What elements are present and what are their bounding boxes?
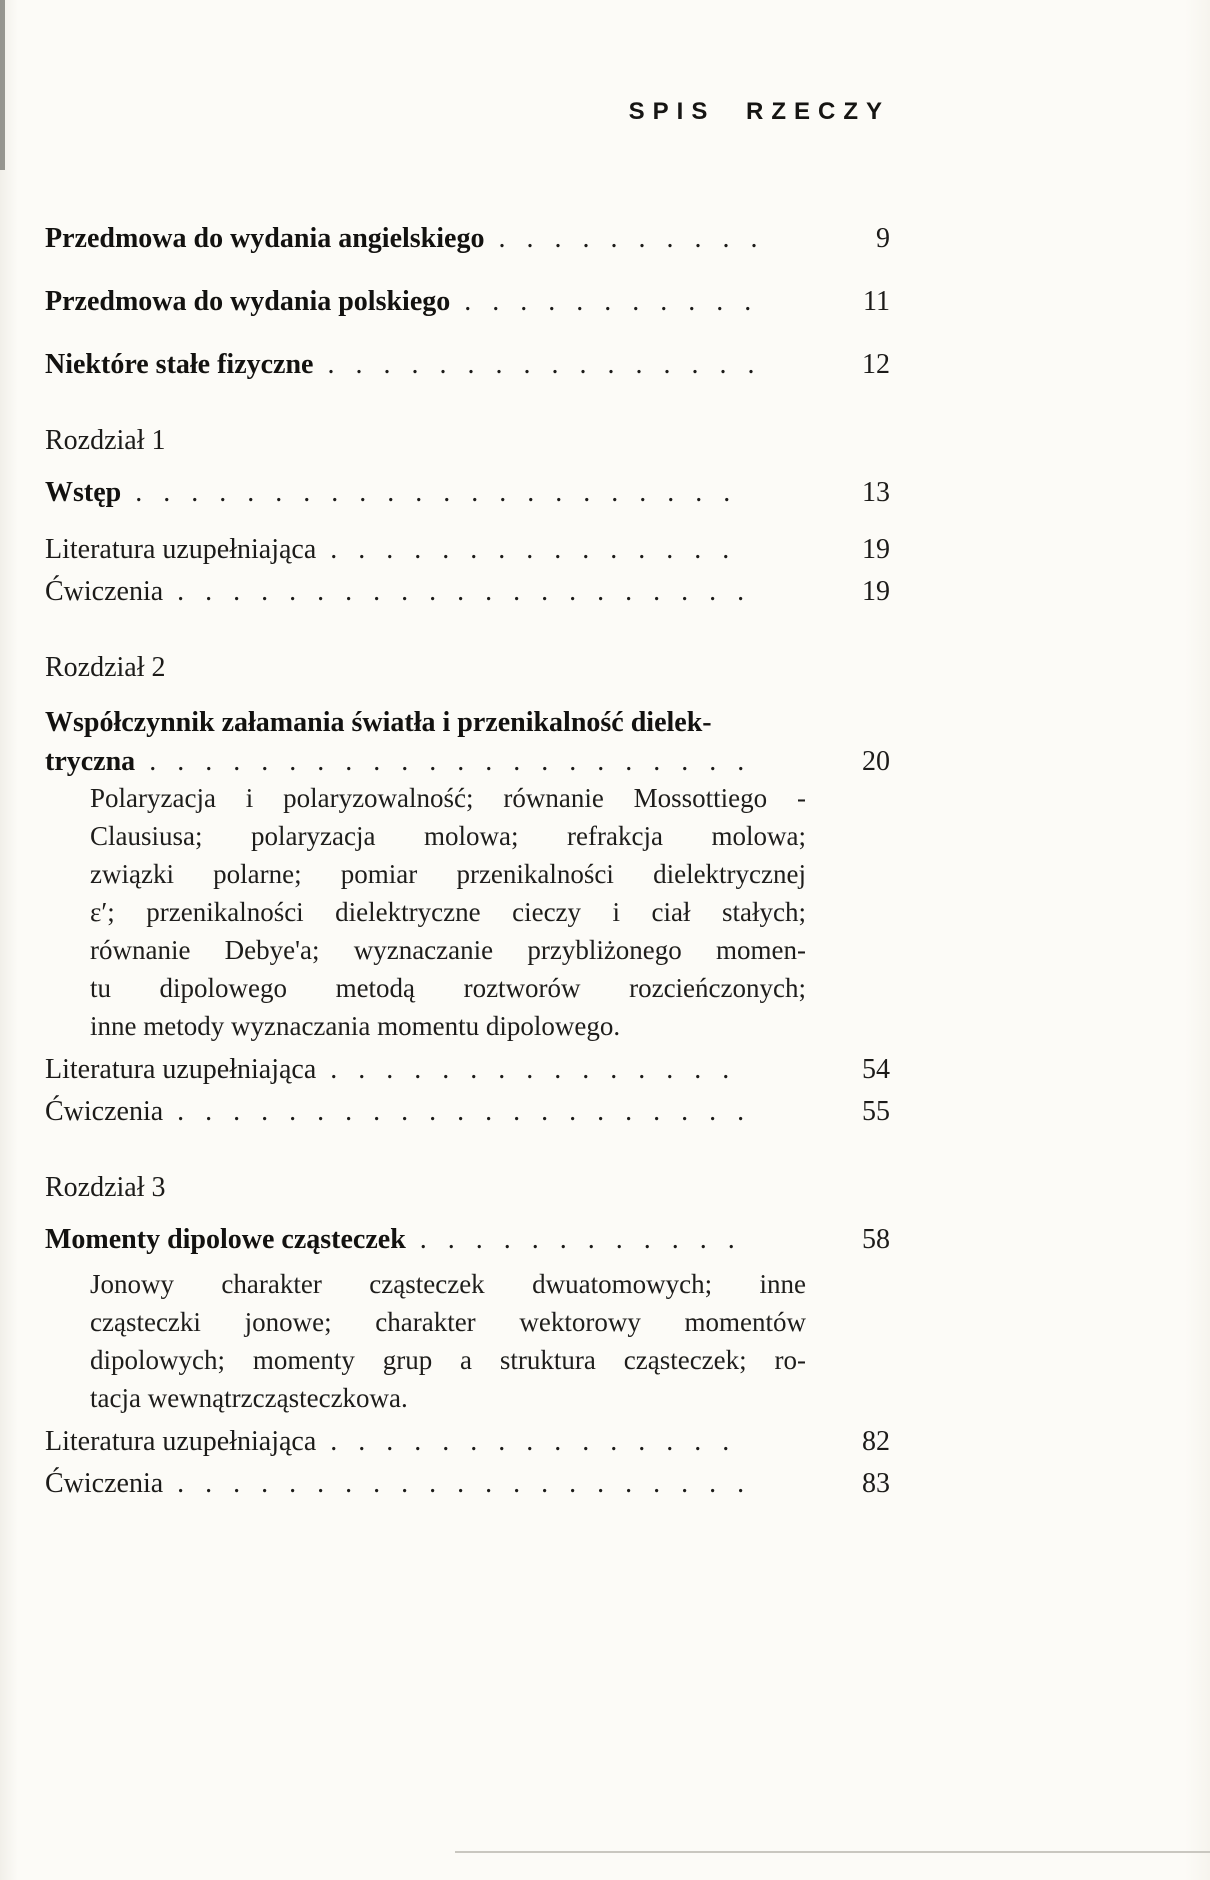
dot-leader: . . . . . . . . . . . . . . . xyxy=(330,1426,737,1457)
page-header: SPIS RZECZY xyxy=(628,98,890,125)
toc-entry-label: Literatura uzupełniająca xyxy=(45,534,317,565)
toc-entry xyxy=(45,476,890,510)
dot-leader: . . . . . . . . . . . . . . . xyxy=(330,534,737,565)
page-number: 58 xyxy=(862,1224,890,1255)
dot-leader: . . . . . . . . . . xyxy=(498,223,765,254)
description-line: tu dipolowego metodą roztworów rozcieńczonych; xyxy=(90,973,806,1003)
toc-entry xyxy=(45,222,890,256)
page-number: 82 xyxy=(862,1426,890,1457)
dot-leader: . . . . . . . . . . . . xyxy=(419,1224,742,1255)
toc-entry-label: Ćwiczenia xyxy=(45,576,164,607)
chapter-description xyxy=(90,779,806,1045)
chapter-description xyxy=(90,1265,806,1417)
scan-line-artifact xyxy=(455,1851,1210,1853)
dot-leader: . . . . . . . . . . . . . . . . . . . . . . xyxy=(135,477,738,508)
toc-entry xyxy=(45,533,890,567)
page-number: 19 xyxy=(862,576,890,607)
toc-entry-label: tryczna xyxy=(45,746,136,777)
dot-leader: . . . . . . . . . . . . . . . . . . . . . xyxy=(177,1096,752,1127)
scan-edge-artifact xyxy=(0,0,5,170)
dot-leader: . . . . . . . . . . . . . . . . . . . . . xyxy=(177,576,752,607)
description-line: inne metody wyznaczania momentu dipolowego. xyxy=(90,1011,621,1041)
toc-entry xyxy=(45,1053,890,1087)
toc-entry-label: Przedmowa do wydania angielskiego xyxy=(45,223,485,254)
toc-entry xyxy=(45,1223,890,1257)
toc-entry-label: Przedmowa do wydania polskiego xyxy=(45,286,451,317)
description-line: związki polarne; pomiar przenikalności dielektrycznej xyxy=(90,859,806,889)
description-line: cząsteczki jonowe; charakter wektorowy momentów xyxy=(90,1307,806,1337)
toc-entry xyxy=(45,745,890,779)
dot-leader: . . . . . . . . . . . . . . . . . . . . . . xyxy=(149,746,752,777)
page-number: 13 xyxy=(862,477,890,508)
toc-entry-label: Ćwiczenia xyxy=(45,1096,164,1127)
toc-entry-label: Wstęp xyxy=(45,477,122,508)
chapter-heading: Rozdział 1 xyxy=(45,425,166,456)
description-line: dipolowych; momenty grup a struktura cząsteczek; ro- xyxy=(90,1345,806,1375)
table-of-contents xyxy=(45,0,890,1501)
toc-entry xyxy=(45,1095,890,1129)
chapter-heading: Rozdział 3 xyxy=(45,1172,166,1203)
description-line: Polaryzacja i polaryzowalność; równanie Mossottiego - xyxy=(90,783,806,813)
page-number: 54 xyxy=(862,1054,890,1085)
description-line: ε′; przenikalności dielektryczne cieczy i ciał stałych; xyxy=(90,897,806,927)
page-number: 83 xyxy=(862,1468,890,1499)
toc-entry-label: Literatura uzupełniająca xyxy=(45,1426,317,1457)
dot-leader: . . . . . . . . . . . . . . . xyxy=(330,1054,737,1085)
toc-entry xyxy=(45,348,890,382)
toc-entry xyxy=(45,1467,890,1501)
description-line: Jonowy charakter cząsteczek dwuatomowych; inne xyxy=(90,1269,806,1299)
toc-entry xyxy=(45,1425,890,1459)
page-number: 9 xyxy=(876,223,890,254)
toc-entry-label: Ćwiczenia xyxy=(45,1468,164,1499)
toc-entry xyxy=(45,575,890,609)
page-number: 12 xyxy=(862,349,890,380)
page-number: 20 xyxy=(862,746,890,777)
description-line: równanie Debye'a; wyznaczanie przybliżonego momen- xyxy=(90,935,806,965)
toc-entry-label: Literatura uzupełniająca xyxy=(45,1054,317,1085)
description-line: Clausiusa; polaryzacja molowa; refrakcja molowa; xyxy=(90,821,806,851)
toc-entry-label: Niektóre stałe fizyczne xyxy=(45,349,314,380)
chapter-heading: Rozdział 2 xyxy=(45,652,166,683)
page-number: 55 xyxy=(862,1096,890,1127)
toc-entry-label: Momenty dipolowe cząsteczek xyxy=(45,1224,406,1255)
dot-leader: . . . . . . . . . . . xyxy=(464,286,759,317)
toc-entry xyxy=(45,285,890,319)
dot-leader: . . . . . . . . . . . . . . . . . . . . . xyxy=(177,1468,752,1499)
page-number: 19 xyxy=(862,534,890,565)
dot-leader: . . . . . . . . . . . . . . . . xyxy=(327,349,762,380)
description-line: tacja wewnątrzcząsteczkowa. xyxy=(90,1383,408,1413)
page-number: 11 xyxy=(863,286,890,317)
chapter-title-line1: Współczynnik załamania światła i przenikalność dielek- xyxy=(45,707,712,738)
